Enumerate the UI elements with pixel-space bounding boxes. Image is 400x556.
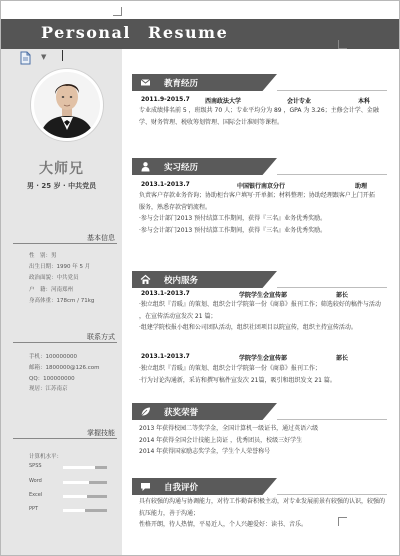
education-major: 会计专业: [287, 98, 312, 105]
candidate-meta: 男 · 25 岁 · 中共党员: [26, 182, 97, 190]
campus-org: 学院学生会宣传部: [239, 292, 288, 299]
work-title: 实习经历: [164, 163, 199, 173]
work-description: [139, 190, 383, 236]
contact-heading: [13, 333, 117, 343]
campus-role: 部长: [336, 292, 349, 299]
leaf-icon: [140, 406, 151, 417]
basic-info-heading: [13, 234, 117, 244]
section-divider: [277, 419, 387, 420]
section-divider: [277, 287, 387, 288]
work-date: 2013.1-2013.7: [141, 181, 190, 188]
section-divider: [277, 90, 387, 91]
envelope-icon: [140, 77, 151, 88]
chevron-down-icon[interactable]: ▼: [41, 53, 47, 61]
skill-bar-track: [63, 481, 107, 484]
campus-date: 2013.1-2013.7: [141, 290, 190, 297]
campus-description-2: [139, 363, 383, 386]
margin-mark: [338, 517, 347, 526]
campus-title: 校内服务: [164, 276, 199, 286]
campus-date: 2013.1-2013.7: [141, 353, 190, 360]
basic-info-list: [29, 251, 94, 307]
work-line: 负责客户存款业务咨询；协助柜台客户填写·开单据；材料整理；协助经理跟客户上门开拓: [139, 192, 375, 199]
work-line: ·参与会计部门2013 预付结算工作期间，获得『三名』业务优秀奖励。: [139, 215, 327, 223]
skill-bar-fill: [63, 481, 89, 484]
education-banner: [132, 74, 277, 91]
campus-line: ·组建学院校报小组和公司团队活动，组织社团项目以院宣传，组织主持宣传活动。: [139, 324, 357, 332]
skill-row-excel: [29, 492, 113, 500]
page-title: Personal Resume: [41, 23, 229, 42]
education-date: 2011.9-2015.7: [141, 96, 190, 103]
basic-info-birth: 出生日期：1990 年 5 月: [29, 264, 91, 271]
skill-bar-fill: [63, 495, 87, 498]
profile-photo: [34, 72, 100, 138]
campus-org: 学院学生会宣传部: [239, 355, 288, 362]
self-eval-line: 具有较强的沟通与协调能力，对待工作勤奋积极主动，对专业发展前景有较强的认识，较强的: [139, 498, 386, 505]
skill-bar-track: [63, 509, 107, 512]
skill-row-word: [29, 478, 113, 486]
skill-bar-track: [63, 466, 107, 469]
section-divider: [277, 494, 387, 495]
campus-line: ·独立组织『青暖』的策划、组织会计学院第一份《商慕》报刊工作；筛选较好的稿件与活动: [139, 301, 381, 308]
education-line: 专业成绩排名前 5 ，班级共 70 人；专业平均分为 89 ，GPA 为 3.26；主修会计学、金融: [139, 107, 379, 114]
contact-title: 联系方式: [87, 333, 115, 341]
self-eval-title: 自我评价: [164, 483, 199, 493]
work-company: 中国银行南京分行: [237, 183, 286, 190]
margin-mark: [113, 7, 122, 16]
skills-title: 掌握技能: [87, 429, 115, 437]
awards-list: [139, 423, 383, 458]
person-icon: [140, 161, 151, 172]
self-eval-line: 性格开朗，待人热情，平易近人，个人兴趣爱好：读书、音乐。: [139, 521, 308, 529]
work-line: ·参与会计部门2013 预付结算工作期间，获得『三名』业务优秀奖励。: [139, 226, 327, 234]
skill-name: SPSS: [29, 463, 42, 469]
chat-icon: [140, 481, 151, 492]
basic-info-height-weight: 身高体重：178cm / 71kg: [29, 297, 95, 304]
skill-name: Word: [29, 478, 42, 484]
self-eval-line: 抗压能力，善于沟通；: [139, 509, 200, 517]
basic-info-politics: 政治面貌：中共党员: [29, 275, 79, 282]
skill-bar-fill: [63, 466, 95, 469]
campus-line: ，在宣传活动宣发次 21 篇；: [139, 312, 217, 320]
candidate-name: 大师兄: [39, 161, 84, 177]
contact-location: 现居：江苏南京: [29, 386, 68, 393]
work-banner: [132, 158, 277, 175]
awards-banner: [132, 403, 277, 420]
education-title: 教育经历: [164, 79, 199, 89]
skill-row-ppt: [29, 506, 113, 514]
education-line: 学、财务管理、税收筹划管理、国际会计准则等课程。: [139, 118, 284, 126]
award-line: 2013 年获得校园二等奖学金，全国计算机一级证书，通过英语六级: [139, 425, 319, 432]
award-line: 2014 年获得全国会计技能上岗证 ，优秀团员，校级三好学生: [139, 436, 303, 444]
skills-heading: [13, 429, 117, 439]
skill-name: Excel: [29, 492, 43, 498]
campus-role: 部长: [336, 355, 349, 362]
campus-line: ·独立组织『青暖』的策划、组织会计学院第一份《商慕》报刊工作；: [139, 365, 321, 372]
awards-title: 获奖荣誉: [164, 408, 199, 418]
text-cursor: [62, 50, 63, 61]
document-icon[interactable]: [18, 51, 32, 65]
award-line: 2014 年获得国家励志奖学金，学生个人荣誉称号: [139, 448, 271, 456]
section-divider: [277, 174, 387, 175]
contact-qq: QQ：100000000: [29, 375, 75, 382]
basic-info-title: 基本信息: [87, 234, 115, 242]
education-school: 西南政法大学: [205, 98, 242, 105]
skill-bar-fill: [63, 509, 85, 512]
education-description: [139, 105, 383, 128]
basic-info-gender: 性 别：男: [29, 253, 57, 259]
margin-mark: [338, 40, 347, 49]
basic-info-hukou: 户 籍：河南郑州: [29, 286, 74, 293]
skill-row-spss: [29, 463, 113, 471]
work-line: 服务，熟悉存款营销流程。: [139, 203, 212, 211]
skill-name: PPT: [29, 506, 39, 512]
avatar: [31, 69, 103, 141]
skill-bar-track: [63, 495, 107, 498]
skills-label: 计算机水平：: [29, 454, 63, 460]
campus-description-1: [139, 299, 383, 334]
self-eval-banner: [132, 478, 277, 495]
work-role: 助理: [355, 183, 368, 190]
campus-banner: [132, 271, 277, 288]
contact-email: 邮箱：1800000@126.com: [29, 364, 100, 371]
contact-list: [29, 352, 100, 395]
house-icon: [140, 274, 151, 285]
education-degree: 本科: [358, 98, 371, 105]
campus-line: ·行为讨论沟通新，采访和撰写稿件宣发次 21篇，吸引和组织发文 21 篇。: [139, 376, 336, 384]
contact-phone: 手机：100000000: [29, 354, 77, 360]
